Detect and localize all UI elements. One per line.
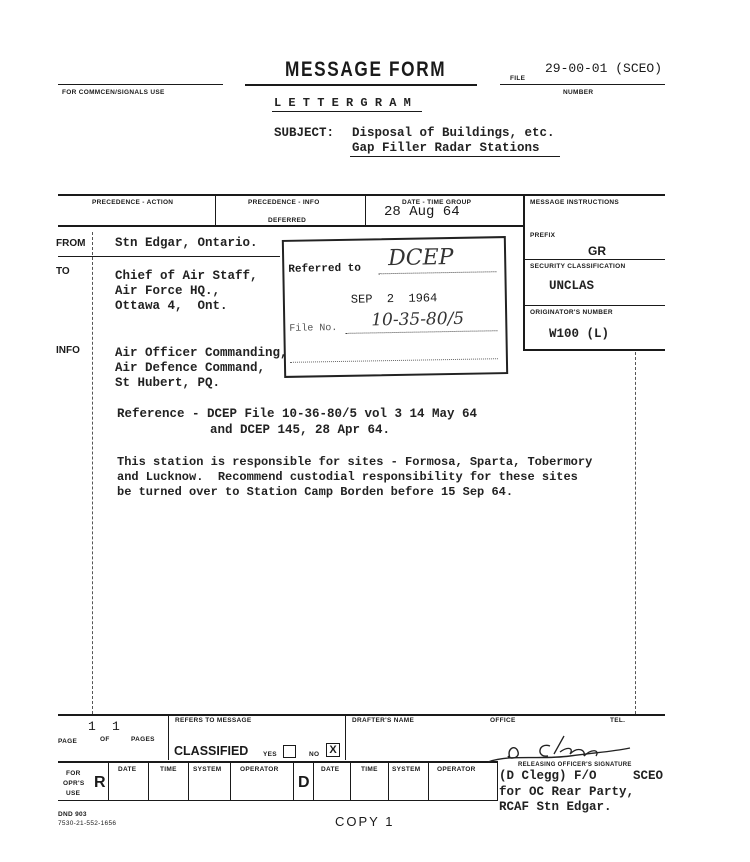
- col-time-1: TIME: [160, 766, 177, 773]
- security-label: SECURITY CLASSIFICATION: [530, 263, 626, 270]
- col-time-2: TIME: [361, 766, 378, 773]
- file-number: 29-00-01 (SCEO): [545, 61, 663, 76]
- referred-to-label: Referred to: [288, 262, 362, 276]
- col-system-1: SYSTEM: [193, 766, 222, 773]
- file-no-label: File No.: [289, 323, 338, 335]
- number-label: NUMBER: [563, 89, 594, 96]
- refers-label: REFERS TO MESSAGE: [175, 717, 252, 724]
- cell-divider: [523, 194, 525, 351]
- file-underline: [500, 84, 665, 85]
- security-value: UNCLAS: [549, 279, 595, 293]
- footer-divider: [345, 714, 346, 760]
- referral-stamp: [282, 236, 508, 378]
- info-line-3: St Hubert, PQ.: [115, 376, 221, 390]
- deferred-label: DEFERRED: [268, 217, 307, 224]
- footer-divider: [168, 714, 169, 760]
- office-label: OFFICE: [490, 717, 516, 724]
- of-label: OF: [100, 736, 110, 743]
- operator-divider: [148, 761, 149, 800]
- right-panel-bottom: [523, 349, 665, 351]
- referred-to-value: DCEP: [387, 244, 454, 272]
- message-instructions-label: MESSAGE INSTRUCTIONS: [530, 199, 620, 206]
- page-label: PAGE: [58, 738, 78, 745]
- subject-underline: [350, 156, 560, 157]
- to-line-3: Ottawa 4, Ont.: [115, 299, 228, 313]
- originator-label: ORIGINATOR'S NUMBER: [530, 309, 613, 316]
- from-value: Stn Edgar, Ontario.: [115, 236, 258, 250]
- cell-divider: [215, 194, 216, 225]
- prefix-label: PREFIX: [530, 232, 556, 239]
- dtg-value: 28 Aug 64: [384, 204, 460, 220]
- col-system-2: SYSTEM: [392, 766, 421, 773]
- operator-divider: [313, 761, 314, 800]
- to-line-2: Air Force HQ.,: [115, 284, 221, 298]
- release-line-3: RCAF Stn Edgar.: [499, 800, 612, 814]
- operator-divider: [350, 761, 351, 800]
- title-underline: [245, 84, 477, 86]
- left-margin-line: [92, 232, 93, 714]
- pages-label: PAGES: [131, 736, 155, 743]
- to-label: TO: [56, 266, 70, 277]
- pages-value: 1: [112, 719, 120, 734]
- commcen-line: [58, 84, 223, 85]
- subject-label: SUBJECT:: [274, 126, 335, 140]
- top-row-bottom: [58, 225, 523, 227]
- footer-top-line: [58, 714, 665, 716]
- body-line-1: This station is responsible for sites - Formosa, Sparta, Tobermory: [117, 455, 593, 469]
- reference-line-2: and DCEP 145, 28 Apr 64.: [210, 423, 391, 437]
- body-line-3: be turned over to Station Camp Borden before 15 Sep 64.: [117, 485, 514, 499]
- tel-label: TEL.: [610, 717, 626, 724]
- referred-to-dots: [378, 271, 496, 274]
- release-line-1: (D Clegg) F/O: [499, 769, 597, 783]
- operator-divider: [388, 761, 389, 800]
- prefix-line: [524, 259, 665, 260]
- info-line-2: Air Defence Command,: [115, 361, 266, 375]
- subject-line-2: Gap Filler Radar Stations: [352, 141, 540, 155]
- stamp-date: SEP 2 1964: [350, 291, 438, 307]
- col-operator-2: OPERATOR: [437, 766, 476, 773]
- operator-divider: [188, 761, 189, 800]
- copy-number: COPY 1: [335, 814, 395, 829]
- info-line-1: Air Officer Commanding,: [115, 346, 288, 360]
- no-checkbox[interactable]: X: [326, 743, 340, 757]
- stamp-dots: [290, 358, 498, 363]
- file-no-value: 10-35-80/5: [371, 308, 465, 331]
- cell-divider: [365, 194, 366, 225]
- originator-value: W100 (L): [549, 327, 610, 341]
- dnd-form-number: DND 903: [58, 811, 87, 818]
- d-mark: D: [298, 774, 310, 791]
- operator-divider: [108, 761, 109, 800]
- from-label: FROM: [56, 238, 86, 249]
- page-value: 1: [88, 719, 96, 734]
- opr-label-3: USE: [66, 790, 81, 797]
- releasing-label: RELEASING OFFICER'S SIGNATURE: [518, 762, 632, 768]
- opr-label-1: FOR: [66, 770, 81, 777]
- classified-label: CLASSIFIED: [174, 744, 249, 758]
- operator-row-top: [58, 761, 498, 763]
- precedence-info-label: PRECEDENCE - INFO: [248, 199, 320, 206]
- yes-label: YES: [263, 751, 277, 758]
- operator-row-bottom: [58, 800, 498, 801]
- dnd-stock-number: 7530-21-552-1656: [58, 820, 117, 827]
- release-sceo: SCEO: [633, 769, 664, 783]
- col-operator-1: OPERATOR: [240, 766, 279, 773]
- form-title: MESSAGE FORM: [285, 58, 447, 81]
- right-margin-line: [635, 352, 636, 714]
- file-no-dots: [345, 330, 497, 334]
- operator-divider: [230, 761, 231, 800]
- body-line-2: and Lucknow. Recommend custodial responsibility for these sites: [117, 470, 578, 484]
- col-date-2: DATE: [321, 766, 340, 773]
- dtg-label: DATE - TIME GROUP: [402, 199, 472, 206]
- file-label: FILE: [510, 75, 526, 82]
- no-label: NO: [309, 751, 320, 758]
- lettergram-title: L E T T E R G R A M: [274, 96, 411, 110]
- top-row-line: [58, 194, 665, 196]
- yes-checkbox[interactable]: [283, 745, 296, 758]
- subject-line-1: Disposal of Buildings, etc.: [352, 126, 555, 140]
- col-date-1: DATE: [118, 766, 137, 773]
- commcen-label: FOR COMMCEN/SIGNALS USE: [62, 89, 165, 96]
- to-line-1: Chief of Air Staff,: [115, 269, 258, 283]
- opr-label-2: OPR'S: [63, 780, 85, 787]
- release-line-2: for OC Rear Party,: [499, 785, 635, 799]
- prefix-value: GR: [588, 244, 606, 258]
- security-line: [524, 305, 665, 306]
- precedence-action-label: PRECEDENCE - ACTION: [92, 199, 174, 206]
- operator-divider: [428, 761, 429, 800]
- r-mark: R: [94, 774, 106, 791]
- info-label: INFO: [56, 345, 80, 356]
- operator-divider: [293, 761, 294, 800]
- lettergram-underline: [272, 111, 422, 112]
- reference-line-1: Reference - DCEP File 10-36-80/5 vol 3 14 May 64: [117, 407, 478, 421]
- drafter-label: DRAFTER'S NAME: [352, 717, 415, 724]
